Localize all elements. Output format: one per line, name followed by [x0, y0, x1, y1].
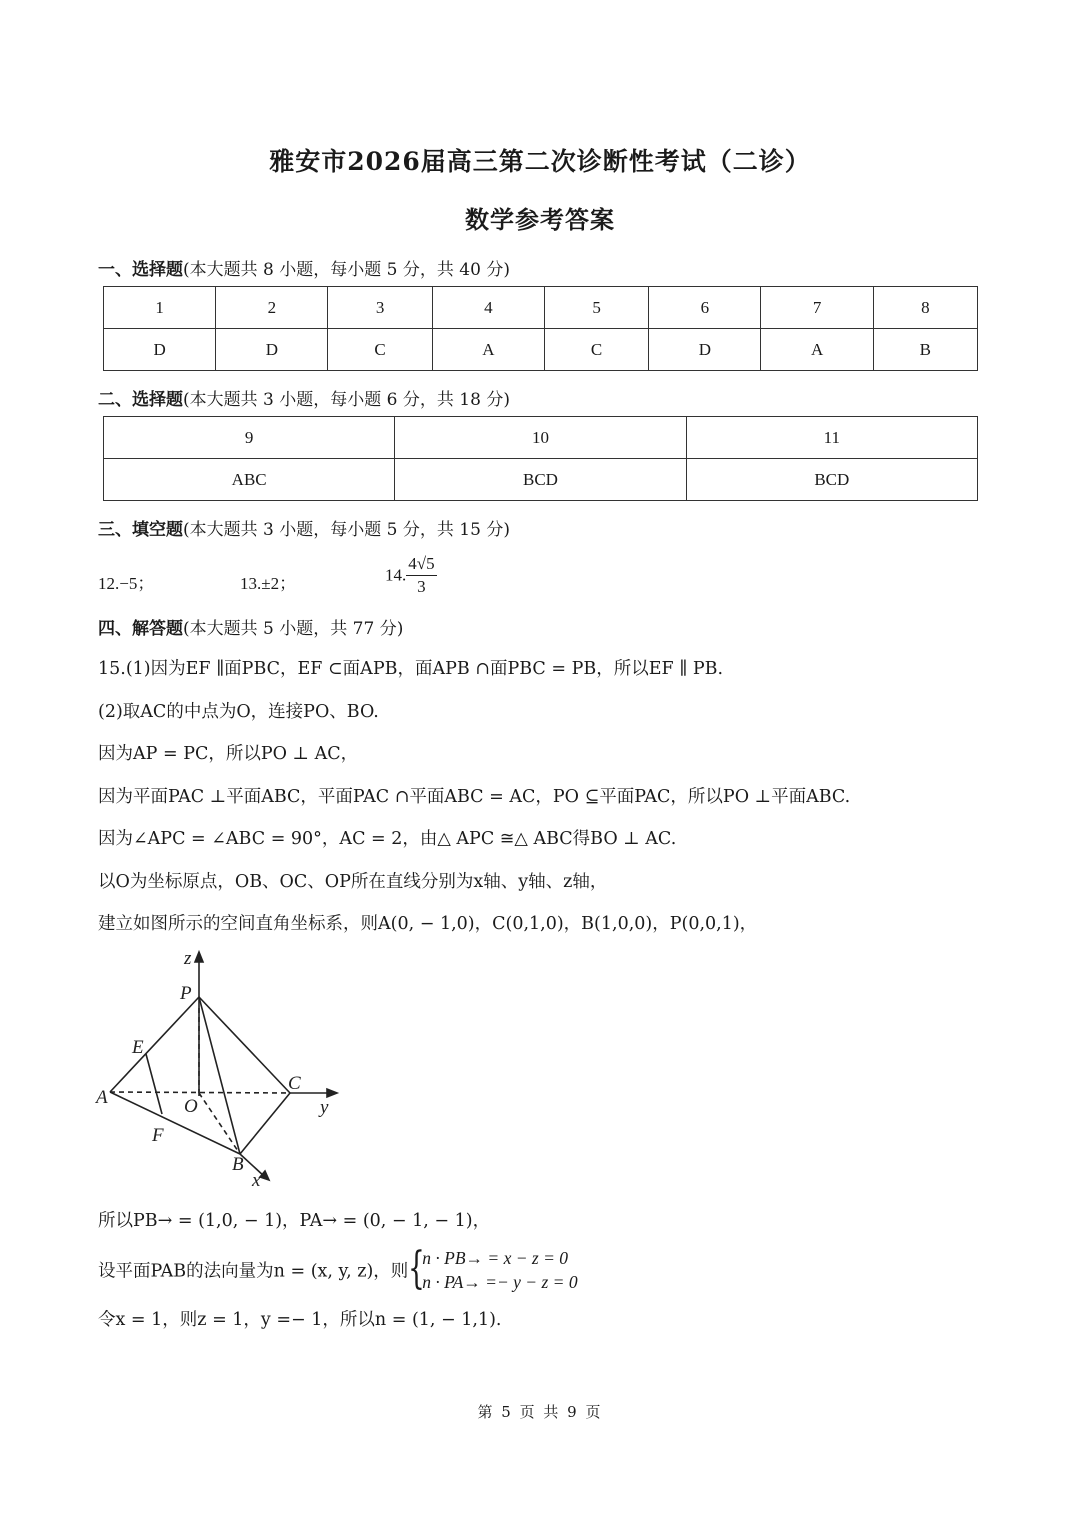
label-C: C	[288, 1073, 301, 1094]
answer-14-prefix: 14.	[385, 565, 407, 585]
solution-line-1: 15.(1)因为EF ∥面PBC，EF ⊂面APB，面APB ∩面PBC = PB，所以EF ∥ PB.	[98, 659, 724, 679]
table-cell: 3	[328, 287, 432, 329]
table-cell: 6	[649, 287, 761, 329]
table-cell: 11	[686, 417, 977, 459]
table-cell: 8	[873, 287, 977, 329]
table-cell: A	[432, 329, 544, 371]
table-cell: 4	[432, 287, 544, 329]
table-cell: BCD	[686, 459, 977, 501]
z-axis-arrow	[195, 952, 203, 962]
answer-14	[385, 553, 437, 598]
section-4-heading	[98, 614, 403, 639]
solution-line-9	[98, 1243, 578, 1294]
section-3-heading	[98, 515, 510, 540]
answer-12: 12.−5；	[98, 574, 155, 593]
edge-PB	[199, 997, 240, 1154]
label-z: z	[184, 948, 192, 969]
label-F: F	[152, 1125, 164, 1146]
label-B: B	[232, 1154, 244, 1175]
section-4-note: (本大题共 5 小题，共 77 分)	[183, 619, 404, 639]
table-cell: 9	[104, 417, 395, 459]
label-E: E	[132, 1037, 144, 1058]
normal-vector-intro: 设平面PAB的法向量为n = (x, y, z)，则	[98, 1261, 409, 1282]
table-cell: A	[761, 329, 873, 371]
fraction-denominator: 3	[417, 577, 426, 596]
section-3-label: 三、填空题	[98, 520, 183, 540]
answer-13: 13.±2；	[240, 574, 297, 593]
table-cell: ABC	[104, 459, 395, 501]
table-cell: D	[104, 329, 216, 371]
brace-icon: {	[408, 1243, 426, 1294]
table-cell: D	[216, 329, 328, 371]
equation-system	[408, 1243, 578, 1294]
edge-PC	[199, 997, 290, 1093]
table-row-numbers	[104, 417, 978, 459]
table-cell: 10	[395, 417, 686, 459]
x-axis-arrow	[260, 1171, 269, 1180]
label-P: P	[180, 983, 192, 1004]
section-2-label: 二、选择题	[98, 390, 183, 410]
table-cell: 2	[216, 287, 328, 329]
table-cell: 7	[761, 287, 873, 329]
label-x: x	[252, 1170, 261, 1191]
y-axis-arrow	[327, 1089, 337, 1097]
table-cell: D	[649, 329, 761, 371]
table-cell: BCD	[395, 459, 686, 501]
solution-line-2: (2)取AC的中点为O，连接PO、BO.	[98, 702, 379, 722]
equation-2: n · PA→ =− y − z = 0	[422, 1272, 578, 1292]
table-row-answers	[104, 459, 978, 501]
page-footer: 第 5 页 共 9 页	[477, 1403, 603, 1421]
edge-AC-dashed	[110, 1092, 290, 1093]
table-cell: C	[544, 329, 648, 371]
table-row-answers	[104, 329, 978, 371]
solution-line-6: 以O为坐标原点，OB、OC、OP所在直线分别为x轴、y轴、z轴，	[98, 872, 608, 892]
solution-line-8: 所以PB→ = (1,0, − 1)，PA→ = (0, − 1, − 1)，	[98, 1211, 491, 1231]
section-2-heading	[98, 385, 510, 410]
answer-title: 数学参考答案	[465, 205, 615, 234]
solution-line-10: 令x = 1，则z = 1，y =− 1，所以n = (1, − 1,1).	[98, 1310, 502, 1330]
solution-line-5: 因为∠APC = ∠ABC = 90°，AC = 2，由△ APC ≅△ ABC得BO ⊥ AC.	[98, 829, 677, 849]
coordinate-figure	[90, 948, 350, 1193]
solution-line-4: 因为平面PAC ⊥平面ABC，平面PAC ∩平面ABC = AC，PO ⊆平面PAC，所以PO ⊥平面ABC.	[98, 787, 851, 807]
edge-AP	[110, 997, 199, 1092]
table-row-numbers	[104, 287, 978, 329]
table-cell: C	[328, 329, 432, 371]
edge-AB	[110, 1092, 240, 1154]
choice-table-2	[103, 416, 978, 501]
solution-line-3: 因为AP = PC，所以PO ⊥ AC，	[98, 744, 359, 764]
edge-BC	[240, 1093, 290, 1154]
fraction	[406, 553, 436, 598]
fraction-numerator: 4√5	[406, 553, 436, 576]
equation-1: n · PB→ = x − z = 0	[422, 1248, 569, 1268]
section-1-note: (本大题共 8 小题，每小题 5 分，共 40 分)	[183, 260, 510, 280]
label-O: O	[184, 1096, 198, 1117]
choice-table-1	[103, 286, 978, 371]
section-1-heading	[98, 255, 510, 280]
table-cell: 5	[544, 287, 648, 329]
section-3-note: (本大题共 3 小题，每小题 5 分，共 15 分)	[183, 520, 510, 540]
exam-title: 雅安市2026届高三第二次诊断性考试（二诊）	[269, 147, 811, 176]
section-1-label: 一、选择题	[98, 260, 183, 280]
solution-line-7: 建立如图所示的空间直角坐标系，则A(0, − 1,0)，C(0,1,0)，B(1,0,0)，P(0,0,1)，	[98, 914, 758, 934]
section-4-label: 四、解答题	[98, 619, 183, 639]
edge-EF	[146, 1054, 162, 1114]
table-cell: B	[873, 329, 977, 371]
label-y: y	[320, 1097, 329, 1118]
table-cell: 1	[104, 287, 216, 329]
section-2-note: (本大题共 3 小题，每小题 6 分，共 18 分)	[183, 390, 510, 410]
label-A: A	[96, 1087, 108, 1108]
